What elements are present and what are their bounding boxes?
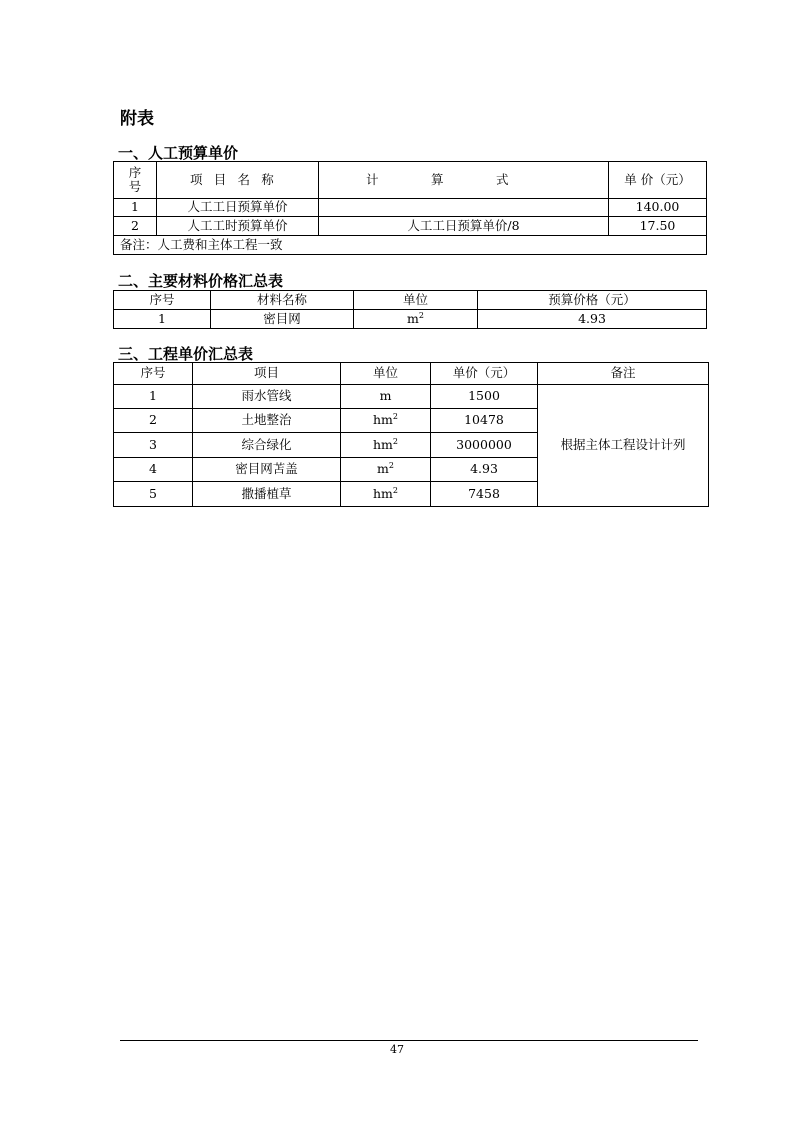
header-remark: 备注 (538, 363, 709, 385)
cell-seq: 1 (114, 199, 157, 217)
unit-exponent: 2 (392, 436, 398, 446)
table-note-row (114, 236, 707, 255)
cell-unit (341, 409, 431, 433)
cell-item: 撒播植草 (193, 482, 341, 507)
section-heading-unit-price-summary: 三、工程单价汇总表 (118, 345, 254, 363)
table-header-row (114, 291, 707, 310)
cell-price: 17.50 (609, 217, 707, 236)
unit-base: m (377, 461, 389, 477)
labor-price-table (113, 161, 707, 255)
section-heading-labor-price: 一、人工预算单价 (118, 144, 239, 162)
cell-price: 140.00 (609, 199, 707, 217)
unit-base: m (379, 388, 392, 404)
table-header-row (114, 162, 707, 199)
header-material-name: 材料名称 (211, 291, 354, 310)
header-item-name: 项目名称 (157, 162, 319, 199)
document-title: 附表 (120, 109, 154, 129)
unit-base: hm (373, 436, 393, 452)
cell-seq: 2 (114, 217, 157, 236)
unit-exponent: 2 (418, 310, 424, 320)
unit-exponent: 2 (392, 412, 398, 422)
section-heading-material-price: 二、主要材料价格汇总表 (118, 272, 284, 290)
cell-material-name: 密目网 (211, 310, 354, 329)
header-seq (114, 162, 157, 199)
cell-remark: 根据主体工程设计计列 (538, 385, 709, 507)
table-header-row (114, 363, 709, 385)
header-budget-price: 预算价格（元） (478, 291, 707, 310)
unit-exponent: 2 (392, 485, 398, 495)
material-price-table (113, 290, 707, 329)
header-unit-price: 单 价（元） (609, 162, 707, 199)
cell-price: 3000000 (431, 433, 538, 458)
cell-item: 密目网苫盖 (193, 458, 341, 482)
cell-formula (319, 199, 609, 217)
cell-price: 4.93 (431, 458, 538, 482)
cell-unit (341, 433, 431, 458)
header-unit: 单位 (341, 363, 431, 385)
page-number: 47 (390, 1043, 404, 1056)
cell-price: 7458 (431, 482, 538, 507)
cell-formula: 人工工日预算单价/8 (319, 217, 609, 236)
unit-base: m (407, 310, 419, 326)
header-item: 项目 (193, 363, 341, 385)
cell-item: 综合绿化 (193, 433, 341, 458)
header-seq-line1: 序 (128, 164, 142, 180)
cell-item: 人工工时预算单价 (157, 217, 319, 236)
table-row (114, 310, 707, 329)
unit-exponent: 2 (388, 461, 394, 471)
cell-unit (341, 482, 431, 507)
cell-item: 土地整治 (193, 409, 341, 433)
cell-unit (354, 310, 478, 329)
unit-base: hm (373, 485, 393, 501)
cell-item: 人工工日预算单价 (157, 199, 319, 217)
table-row (114, 385, 709, 409)
cell-price: 10478 (431, 409, 538, 433)
cell-price: 4.93 (478, 310, 707, 329)
cell-price: 1500 (431, 385, 538, 409)
cell-seq: 2 (114, 409, 193, 433)
header-seq-line2: 号 (128, 179, 142, 194)
cell-unit (341, 458, 431, 482)
footer-divider (120, 1040, 698, 1041)
unit-price-summary-table (113, 362, 709, 507)
cell-seq: 4 (114, 458, 193, 482)
cell-seq: 5 (114, 482, 193, 507)
header-seq: 序号 (114, 291, 211, 310)
cell-seq: 1 (114, 310, 211, 329)
unit-base: hm (373, 412, 393, 428)
header-formula: 计算式 (319, 162, 609, 199)
table-note: 备注：人工费和主体工程一致 (114, 236, 707, 255)
table-row (114, 217, 707, 236)
cell-seq: 1 (114, 385, 193, 409)
cell-unit (341, 385, 431, 409)
cell-seq: 3 (114, 433, 193, 458)
header-seq: 序号 (114, 363, 193, 385)
cell-item: 雨水管线 (193, 385, 341, 409)
header-unit-price: 单价（元） (431, 363, 538, 385)
header-unit: 单位 (354, 291, 478, 310)
table-row (114, 199, 707, 217)
